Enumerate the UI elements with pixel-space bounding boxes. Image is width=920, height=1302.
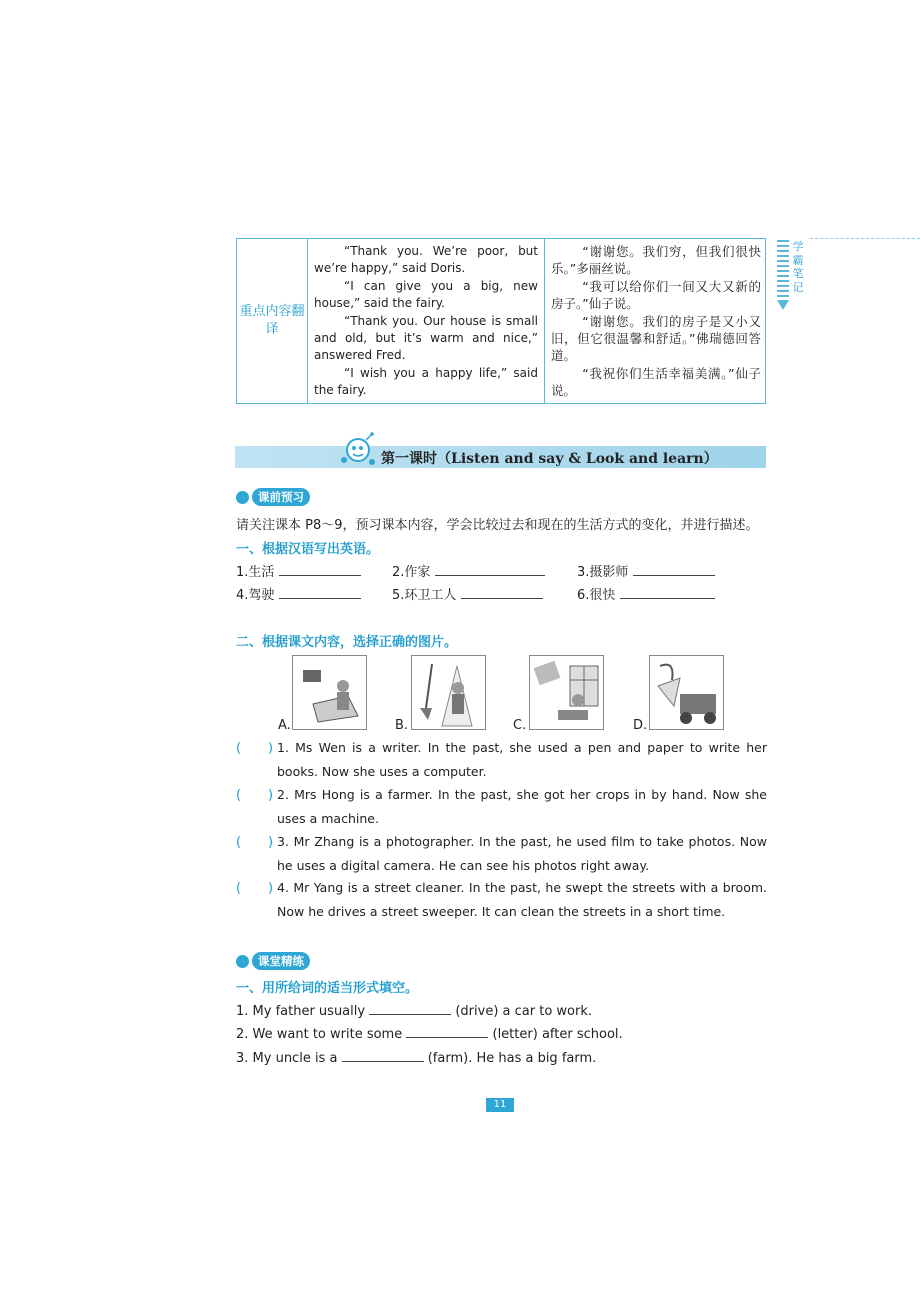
preview-instruction: 请关注课本 P8～9，预习课本内容，学会比较过去和现在的生活方式的变化，并进行描述。 <box>236 518 759 533</box>
fill-blank-2[interactable] <box>406 1025 488 1038</box>
question-3: 3. Mr Zhang is a photographer. In the past, he used film to take photos. Now he uses a digital camera. He can see his photos right away. <box>277 834 767 873</box>
chinese-para: “谢谢您。我们的房子是又小又旧，但它很温馨和舒适。”佛瑞德回答道。 <box>551 313 761 364</box>
chinese-para: “我祝你们生活幸福美满。”仙子说。 <box>551 365 761 399</box>
picture-label-c: C. <box>513 718 527 733</box>
fill-item-3: 3. My uncle is a (farm). He has a big farm. <box>236 1051 597 1066</box>
answer-paren-3[interactable]: ( <box>236 835 242 850</box>
picture-label-d: D. <box>633 718 648 733</box>
picture-b[interactable] <box>411 655 486 730</box>
fill-item-1: 1. My father usually (drive) a car to work. <box>236 1004 593 1019</box>
side-divider <box>810 238 920 239</box>
part1-title: 一、根据汉语写出英语。 <box>236 542 380 557</box>
street-cleaner-icon <box>412 656 485 729</box>
english-para: “I wish you a happy life,” said the fairy. <box>314 365 538 398</box>
word-item-5: 5.环卫工人 <box>392 584 543 603</box>
picture-label-b: B. <box>395 718 409 733</box>
table-header: 重点内容翻译 <box>237 239 308 403</box>
section-dot-icon <box>236 491 249 504</box>
picture-a[interactable] <box>292 655 367 730</box>
word-item-4: 4.驾驶 <box>236 584 361 603</box>
side-note-label: 学霸笔记 <box>792 240 804 294</box>
answer-paren-close-2: ) <box>268 788 274 803</box>
answer-paren-close-3: ) <box>268 835 274 850</box>
picture-d[interactable] <box>649 655 724 730</box>
writer-icon <box>293 656 366 729</box>
practice-part1-title: 一、用所给词的适当形式填空。 <box>236 981 419 996</box>
farmer-icon <box>650 656 723 729</box>
answer-paren-close-1: ) <box>268 741 274 756</box>
chinese-para: “我可以给你们一间又大又新的房子。”仙子说。 <box>551 278 761 312</box>
question-4: 4. Mr Yang is a street cleaner. In the past, he swept the streets with a broom. Now he drives a street sweeper. It can clean the streets in a short time. <box>277 880 767 919</box>
fill-blank-3[interactable] <box>342 1049 424 1062</box>
answer-paren-4[interactable]: ( <box>236 881 242 896</box>
word-item-2: 2.作家 <box>392 561 545 580</box>
section-dot-icon <box>236 955 249 968</box>
answer-paren-2[interactable]: ( <box>236 788 242 803</box>
lesson-title: 第一课时（Listen and say & Look and learn） <box>381 451 718 467</box>
chinese-para: “谢谢您。我们穷，但我们很快乐。”多丽丝说。 <box>551 244 761 277</box>
english-para: “Thank you. Our house is small and old, but it’s warm and nice,” answered Fred. <box>314 313 538 363</box>
part2-title: 二、根据课文内容，选择正确的图片。 <box>236 635 458 650</box>
question-2: 2. Mrs Hong is a farmer. In the past, she got her crops in by hand. Now she uses a machine. <box>277 787 767 826</box>
english-column <box>308 239 545 403</box>
pencil-tip-icon <box>777 300 789 310</box>
word-item-3: 3.摄影师 <box>577 561 715 580</box>
word-item-6: 6.很快 <box>577 584 715 603</box>
photographer-icon <box>530 656 603 729</box>
mascot-icon <box>338 432 378 468</box>
fill-item-2: 2. We want to write some (letter) after school. <box>236 1027 623 1042</box>
notebook-icon <box>777 240 789 300</box>
page-number: 11 <box>486 1098 514 1112</box>
fill-blank-1[interactable] <box>369 1002 451 1015</box>
question-1: 1. Ms Wen is a writer. In the past, she used a pen and paper to write her books. Now she uses a computer. <box>277 740 767 779</box>
answer-paren-1[interactable]: ( <box>236 741 242 756</box>
answer-paren-close-4: ) <box>268 881 274 896</box>
practice-tag: 课堂精练 <box>252 952 310 970</box>
english-para: “Thank you. We’re poor, but we’re happy,” said Doris. <box>314 244 538 276</box>
preview-tag: 课前预习 <box>252 488 310 506</box>
word-item-1: 1.生活 <box>236 561 361 580</box>
english-para: “I can give you a big, new house,” said the fairy. <box>314 278 538 311</box>
translation-table <box>236 238 766 404</box>
picture-label-a: A. <box>278 718 291 733</box>
picture-c[interactable] <box>529 655 604 730</box>
chinese-column <box>545 239 767 403</box>
